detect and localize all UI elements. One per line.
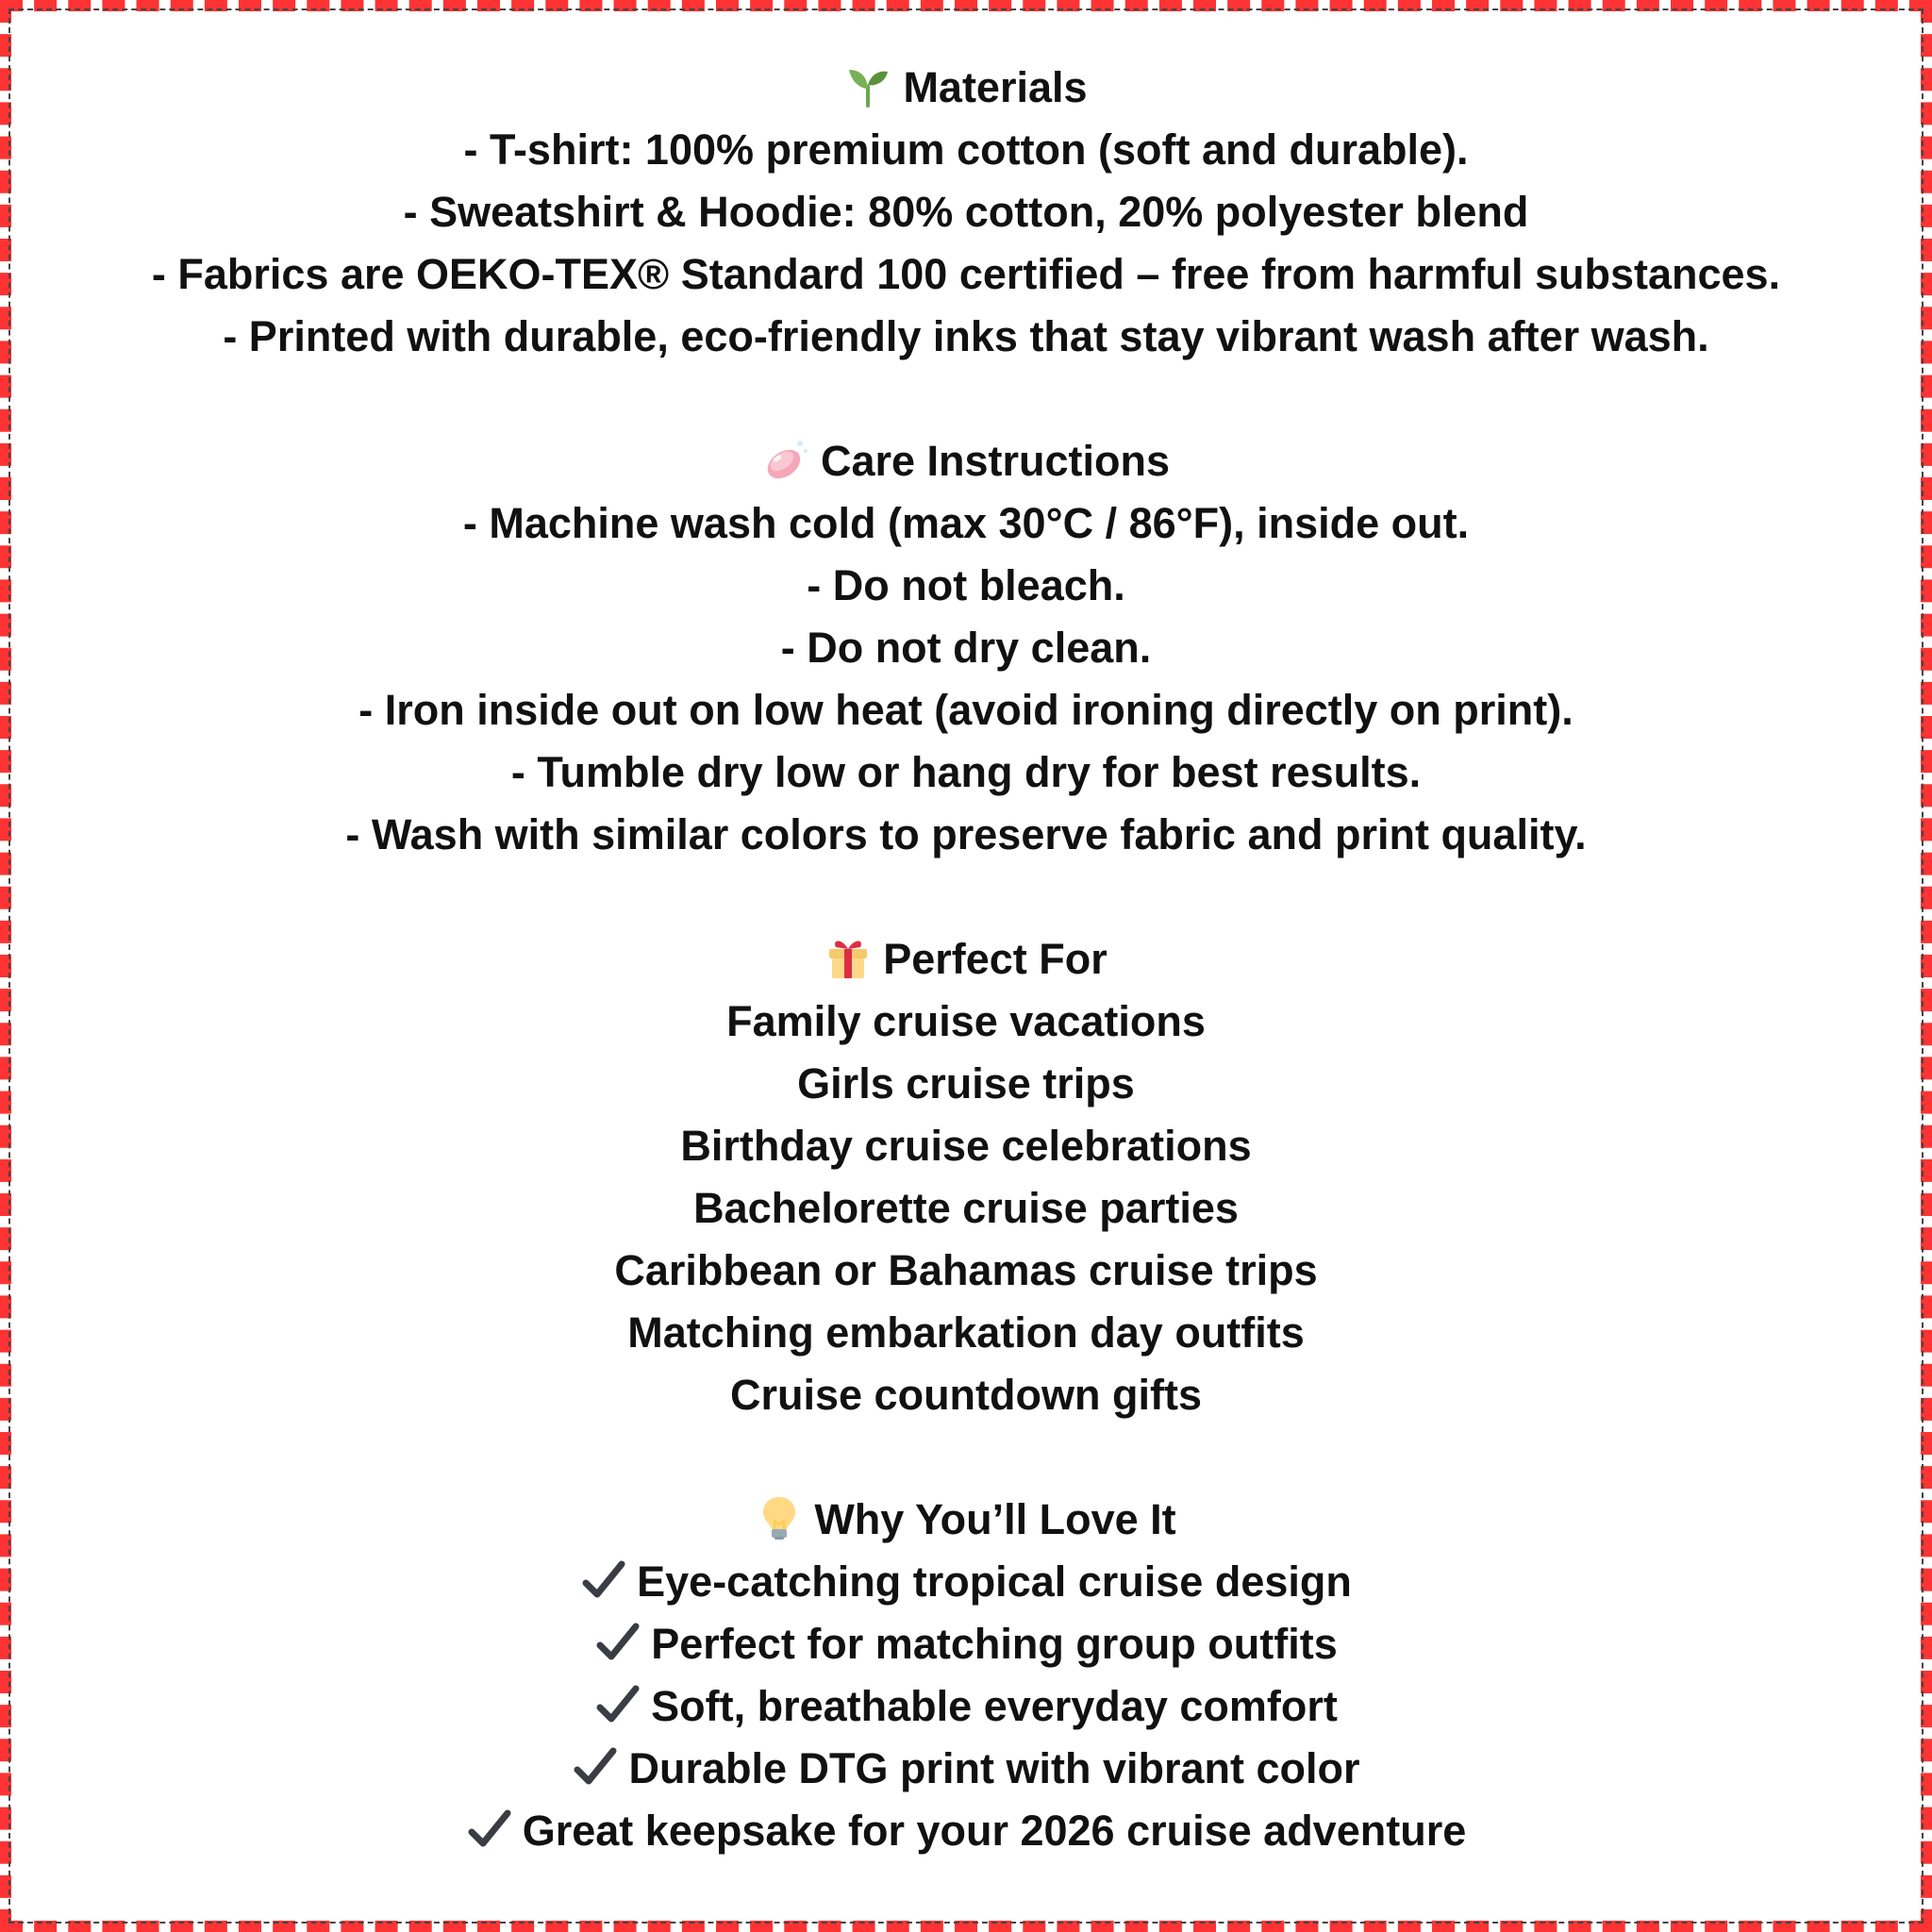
perfect-for-item: Cruise countdown gifts xyxy=(730,1371,1202,1419)
check-mark-icon xyxy=(572,1743,619,1790)
check-mark-icon xyxy=(594,1619,641,1666)
check-mark-icon xyxy=(594,1681,641,1728)
materials-item: - Sweatshirt & Hoodie: 80% cotton, 20% polyester blend xyxy=(403,188,1529,236)
why-love-item xyxy=(38,1551,1894,1613)
section-spacer xyxy=(38,866,1894,928)
perfect-for-heading-text: Perfect For xyxy=(883,935,1108,983)
why-love-heading-text: Why You’ll Love It xyxy=(814,1495,1176,1543)
why-love-item xyxy=(38,1675,1894,1738)
light-bulb-icon xyxy=(756,1494,803,1541)
perfect-for-item: Bachelorette cruise parties xyxy=(693,1184,1239,1232)
section-spacer xyxy=(38,368,1894,430)
gift-icon xyxy=(824,934,872,981)
seedling-icon xyxy=(844,62,891,109)
perfect-for-heading xyxy=(38,928,1894,991)
care-item: - Tumble dry low or hang dry for best results. xyxy=(510,748,1422,796)
materials-item: - Fabrics are OEKO-TEX® Standard 100 certified – free from harmful substances. xyxy=(151,250,1781,298)
why-love-item-text: Durable DTG print with vibrant color xyxy=(628,1744,1360,1792)
check-mark-icon xyxy=(580,1557,627,1604)
perfect-for-item: Caribbean or Bahamas cruise trips xyxy=(614,1246,1318,1294)
perfect-for-item: Birthday cruise celebrations xyxy=(680,1122,1252,1170)
care-item: - Iron inside out on low heat (avoid ironing directly on print). xyxy=(358,686,1574,734)
why-love-item-text: Soft, breathable everyday comfort xyxy=(651,1682,1338,1730)
materials-item: - Printed with durable, eco-friendly inks that stay vibrant wash after wash. xyxy=(223,312,1709,360)
care-heading-text: Care Instructions xyxy=(820,437,1171,485)
care-item: - Do not dry clean. xyxy=(780,624,1152,672)
perfect-for-item: Family cruise vacations xyxy=(726,997,1206,1045)
section-spacer xyxy=(38,1426,1894,1489)
care-item: - Machine wash cold (max 30°C / 86°F), inside out. xyxy=(462,499,1470,547)
why-love-item xyxy=(38,1738,1894,1800)
soap-icon xyxy=(762,436,809,483)
care-heading xyxy=(38,430,1894,492)
why-love-item-text: Perfect for matching group outfits xyxy=(651,1620,1338,1668)
why-love-heading xyxy=(38,1489,1894,1551)
why-love-item-text: Great keepsake for your 2026 cruise adventure xyxy=(522,1807,1467,1855)
care-item: - Do not bleach. xyxy=(807,561,1125,609)
product-details xyxy=(38,57,1894,1862)
perfect-for-item: Matching embarkation day outfits xyxy=(627,1308,1305,1357)
check-mark-icon xyxy=(466,1806,513,1853)
care-item: - Wash with similar colors to preserve fabric and print quality. xyxy=(345,810,1587,858)
why-love-item-text: Eye-catching tropical cruise design xyxy=(637,1557,1352,1606)
materials-heading-text: Materials xyxy=(903,63,1088,111)
perfect-for-item: Girls cruise trips xyxy=(797,1059,1135,1108)
materials-heading xyxy=(38,57,1894,119)
why-love-item xyxy=(38,1613,1894,1675)
materials-item: - T-shirt: 100% premium cotton (soft and durable). xyxy=(463,125,1469,174)
why-love-item xyxy=(38,1800,1894,1862)
